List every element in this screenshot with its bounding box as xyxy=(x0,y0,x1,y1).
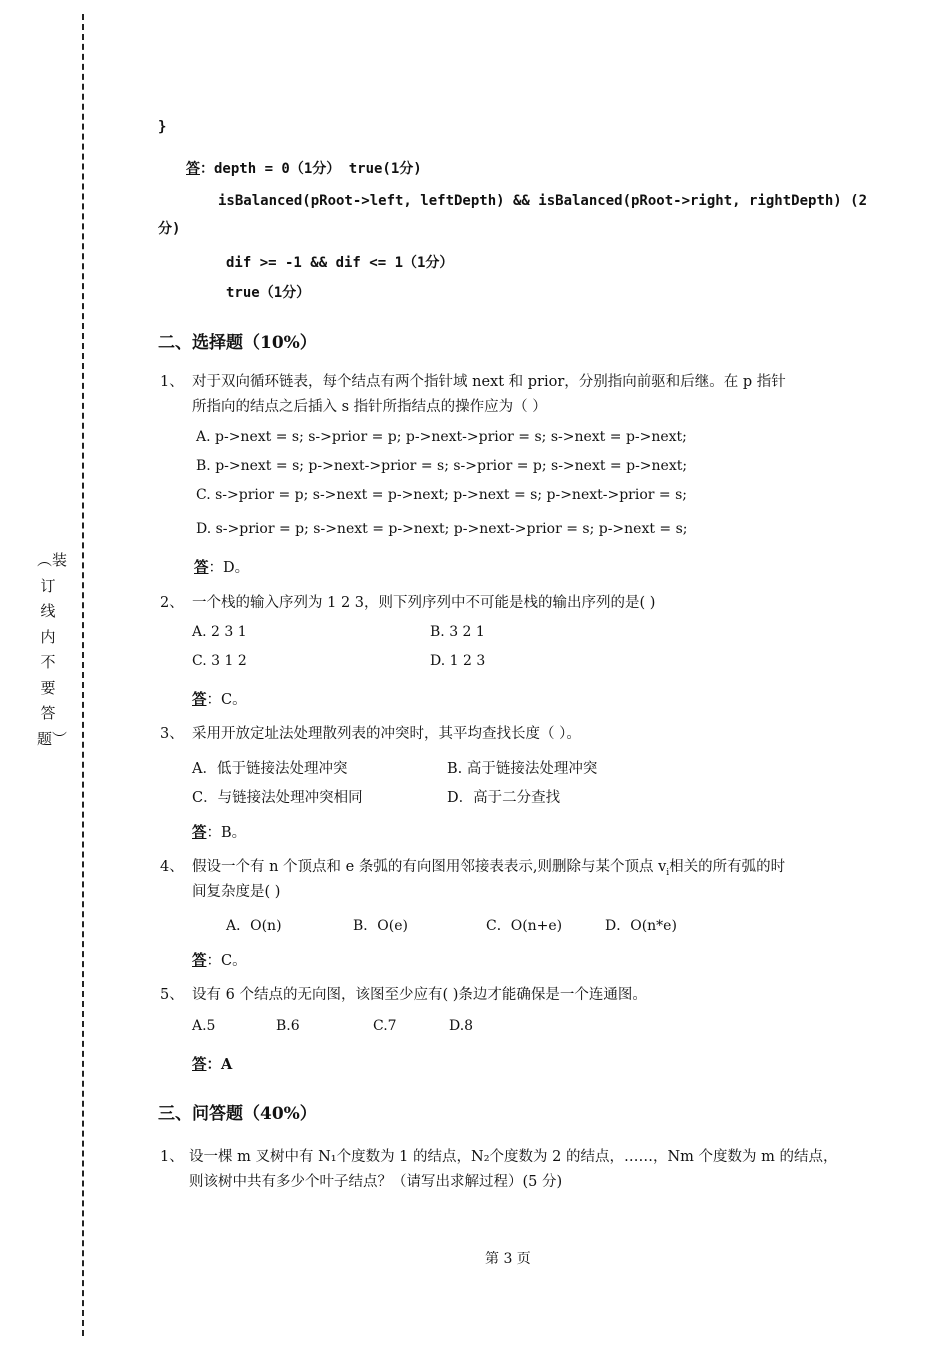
option-d: D. s->prior = p; s->next = p->next; p->next->prior = s; p->next = s; xyxy=(196,521,688,537)
page-number: 第 3 页 xyxy=(485,1251,531,1267)
binding-margin-note: ︵装订线内不要答题︶ xyxy=(37,551,68,748)
option-c: C. 3 1 2 xyxy=(192,653,247,669)
answer-line: 答：B。 xyxy=(192,824,247,841)
option-d: D．O(n*e) xyxy=(605,918,677,934)
option-b: B. 高于链接法处理冲突 xyxy=(447,761,598,777)
question-text: 设一棵 m 叉树中有 N₁个度数为 1 的结点，N₂个度数为 2 的结点，……，Nm 个度数为 m 的结点， xyxy=(189,1149,838,1165)
question-number: 1、 xyxy=(160,1149,184,1165)
question-number: 5、 xyxy=(160,987,184,1003)
option-c: C.7 xyxy=(373,1018,397,1034)
answer-line: 答：A xyxy=(192,1056,233,1073)
code-answer-line2-wrap: 分) xyxy=(158,221,181,237)
question-text: 间复杂度是( ) xyxy=(192,884,281,900)
question-number: 2、 xyxy=(160,595,184,611)
answer-key: 答 xyxy=(186,161,200,177)
question-text: 采用开放定址法处理散列表的冲突时，其平均查找长度（ ）。 xyxy=(192,726,581,742)
question-text: 设有 6 个结点的无向图，该图至少应有( )条边才能确保是一个连通图。 xyxy=(192,987,647,1003)
question-number: 1、 xyxy=(160,374,184,390)
question-number: 3、 xyxy=(160,726,184,742)
option-b: B.6 xyxy=(276,1018,300,1034)
code-answer-line4: true（1分） xyxy=(226,285,311,301)
question-text: 一个栈的输入序列为 1 2 3，则下列序列中不可能是栈的输出序列的是( ) xyxy=(192,595,656,611)
option-d: D. 1 2 3 xyxy=(430,653,486,669)
option-d: D．高于二分查找 xyxy=(447,790,561,806)
code-answer-line2: isBalanced(pRoot->left, leftDepth) && isBalanced(pRoot->right, rightDepth) (2 xyxy=(218,193,868,209)
answer-line: 答：C。 xyxy=(192,952,247,969)
code-answer-line1: 答：depth = 0（1分） true(1分) xyxy=(186,161,422,177)
section-heading-choice: 二、选择题（10%） xyxy=(158,333,317,353)
option-d: D.8 xyxy=(449,1018,474,1034)
question-number: 4、 xyxy=(160,859,184,875)
answer-line: 答：C。 xyxy=(192,691,247,708)
question-text: 则该树中共有多少个叶子结点？（请写出求解过程）(5 分) xyxy=(189,1174,563,1190)
answer-line: 答：D。 xyxy=(194,559,250,576)
option-a: A．O(n) xyxy=(226,918,282,934)
section-heading-qa: 三、问答题（40%） xyxy=(158,1104,317,1124)
option-b: B. 3 2 1 xyxy=(430,624,485,640)
option-c: C．与链接法处理冲突相同 xyxy=(192,790,363,806)
option-a: A．低于链接法处理冲突 xyxy=(192,761,348,777)
binding-dashed-line xyxy=(82,14,84,1336)
option-c: C．O(n+e) xyxy=(486,918,563,934)
option-c: C. s->prior = p; s->next = p->next; p->next = s; p->next->prior = s; xyxy=(196,487,688,503)
question-text: 对于双向循环链表，每个结点有两个指针域 next 和 prior，分别指向前驱和后继。在 p 指针 xyxy=(192,374,786,390)
option-a: A.5 xyxy=(192,1018,216,1034)
option-b: B．O(e) xyxy=(353,918,408,934)
code-answer-line3: dif >= -1 && dif <= 1（1分） xyxy=(226,255,454,271)
option-a: A. p->next = s; s->prior = p; p->next->prior = s; s->next = p->next; xyxy=(196,429,687,445)
question-text: 所指向的结点之后插入 s 指针所指结点的操作应为（ ） xyxy=(192,399,547,415)
code-closing-brace: } xyxy=(158,119,167,135)
question-text: 假设一个有 n 个顶点和 e 条弧的有向图用邻接表表示,则删除与某个顶点 $v_i$相关的所有弧的时 xyxy=(192,859,786,878)
option-a: A. 2 3 1 xyxy=(192,624,247,640)
option-b: B. p->next = s; p->next->prior = s; s->prior = p; s->next = p->next; xyxy=(196,458,688,474)
